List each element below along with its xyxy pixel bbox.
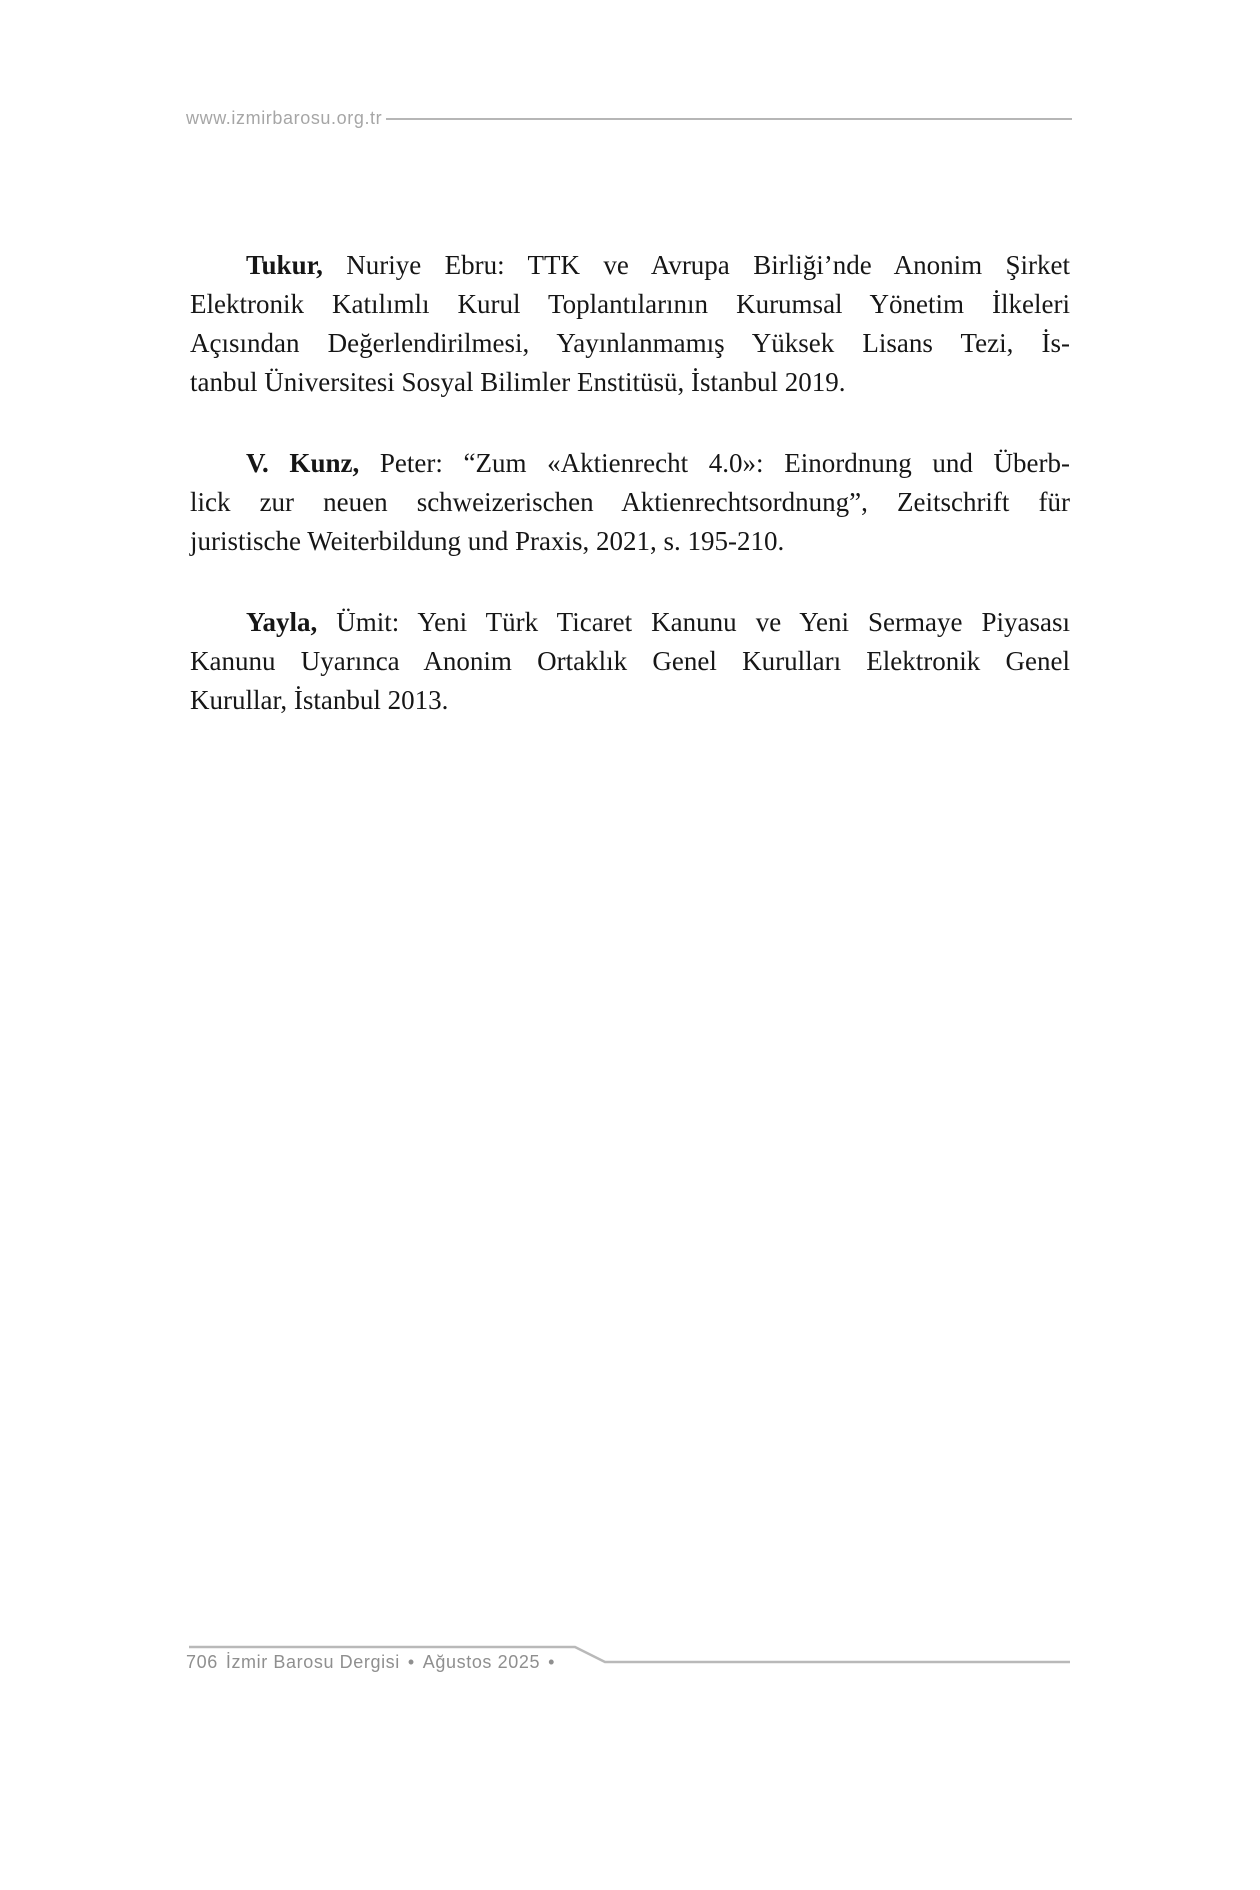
author-name: V. Kunz, (246, 448, 360, 478)
author-name: Yayla, (246, 607, 318, 637)
journal-title: İzmir Barosu Dergisi (225, 1652, 400, 1672)
header-rule (386, 118, 1072, 120)
entry-text: Ümit: Yeni Türk Ticaret Kanunu ve Yeni Sermaye Piyasası (336, 607, 1070, 637)
author-name: Tukur, (246, 250, 323, 280)
entry-line: Elektronik Katılımlı Kurul Toplantılarının Kurumsal Yönetim İlkeleri (190, 289, 1070, 319)
entry-line: Kanunu Uyarınca Anonim Ortaklık Genel Kurulları Elektronik Genel (190, 646, 1070, 676)
bibliography-entry (190, 246, 1070, 402)
bibliography-entry (190, 444, 1070, 561)
page-number: 706 (186, 1652, 218, 1672)
entry-line (190, 444, 1070, 483)
bibliography-entry (190, 603, 1070, 720)
bullet-separator: • (548, 1652, 555, 1672)
bullet-separator: • (407, 1652, 415, 1672)
entry-line: Kurullar, İstanbul 2013. (190, 685, 449, 715)
entry-line (190, 603, 1070, 642)
entry-line: Açısından Değerlendirilmesi, Yayınlanmamış Yüksek Lisans Tezi, İs- (190, 328, 1070, 358)
entry-line: lick zur neuen schweizerischen Aktienrechtsordnung”, Zeitschrift für (190, 487, 1070, 517)
bibliography-section (190, 246, 1070, 762)
entry-text: Peter: “Zum «Aktienrecht 4.0»: Einordnung und Überb- (379, 448, 1071, 478)
entry-line: tanbul Üniversitesi Sosyal Bilimler Enstitüsü, İstanbul 2019. (190, 367, 846, 397)
entry-line (190, 246, 1070, 285)
page-header (186, 106, 1072, 130)
issue-date: Ağustos 2025 (422, 1652, 541, 1672)
entry-text: Nuriye Ebru: TTK ve Avrupa Birliği’nde Anonim Şirket (346, 250, 1070, 280)
footer-text (186, 1652, 555, 1673)
header-url-text: www.izmirbarosu.org.tr (186, 107, 383, 128)
entry-line: juristische Weiterbildung und Praxis, 2021, s. 195-210. (190, 526, 785, 556)
